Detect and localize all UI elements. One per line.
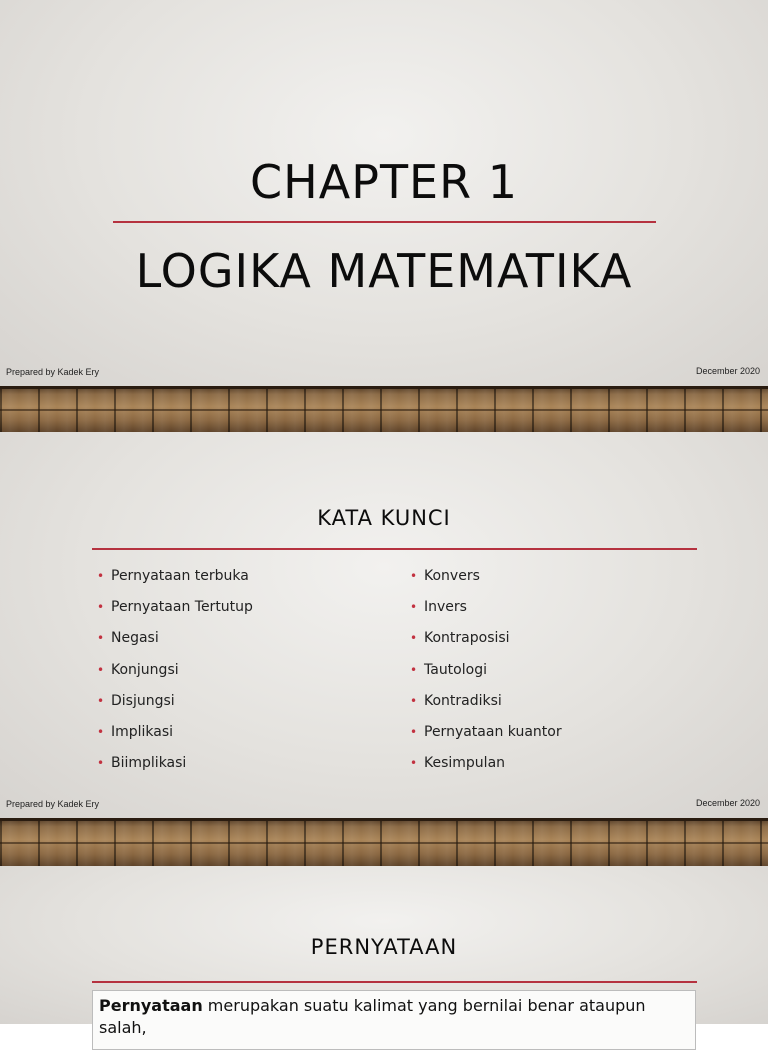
keyword-item	[410, 754, 700, 785]
keyword-label: Pernyataan Tertutup	[111, 599, 253, 616]
bullet-icon: •	[97, 631, 105, 646]
keyword-label: Pernyataan kuantor	[424, 723, 562, 740]
slide-1	[0, 0, 768, 386]
keyword-list-right	[410, 567, 700, 785]
keyword-label: Implikasi	[111, 723, 174, 740]
keyword-item	[410, 692, 700, 723]
bullet-icon: •	[97, 724, 105, 739]
slide-title: CHAPTER 1	[250, 155, 518, 209]
definition-term: Pernyataan	[99, 996, 203, 1015]
slide-2	[0, 432, 768, 818]
keyword-item	[410, 598, 700, 629]
footer-author: Prepared by Kadek Ery	[6, 367, 100, 377]
bullet-icon: •	[410, 631, 418, 646]
definition-textbox	[92, 990, 696, 1050]
keyword-label: Biimplikasi	[111, 755, 187, 772]
keyword-item	[97, 692, 387, 723]
keyword-label: Kesimpulan	[424, 755, 506, 772]
keyword-label: Kontraposisi	[424, 630, 510, 647]
keyword-item	[410, 661, 700, 692]
keyword-list-left	[97, 567, 387, 785]
wood-floor-decoration	[0, 818, 768, 866]
keyword-item	[410, 629, 700, 660]
footer-date: December 2020	[695, 366, 760, 376]
keyword-item	[410, 723, 700, 754]
keyword-label: Tautologi	[424, 661, 487, 678]
footer-date: December 2020	[695, 798, 760, 808]
bullet-icon: •	[97, 662, 105, 677]
bullet-icon: •	[410, 724, 418, 739]
bullet-icon: •	[410, 569, 418, 583]
keyword-item	[97, 567, 387, 598]
bullet-icon: •	[97, 693, 105, 708]
title-divider	[113, 221, 656, 223]
wood-floor-decoration	[0, 386, 768, 432]
definition-text: merupakan suatu kalimat yang bernilai benar ataupun salah,	[99, 996, 646, 1037]
slide-title: KATA KUNCI	[317, 506, 451, 530]
bullet-icon: •	[410, 662, 418, 677]
slide-title: PERNYATAAN	[310, 935, 458, 959]
keyword-item	[97, 723, 387, 754]
bullet-icon: •	[410, 600, 418, 615]
title-divider	[92, 548, 697, 550]
keyword-item	[410, 567, 700, 598]
slide-subtitle: LOGIKA MATEMATIKA	[135, 244, 633, 298]
keyword-label: Negasi	[111, 630, 159, 647]
keyword-label: Invers	[424, 599, 467, 616]
title-divider	[92, 981, 697, 983]
bullet-icon: •	[410, 756, 418, 771]
keyword-item	[97, 629, 387, 660]
bullet-icon: •	[97, 600, 105, 615]
keyword-label: Pernyataan terbuka	[111, 568, 249, 584]
keyword-item	[97, 754, 387, 785]
keyword-item	[97, 661, 387, 692]
keyword-item	[97, 598, 387, 629]
footer-author: Prepared by Kadek Ery	[6, 799, 100, 809]
keyword-label: Konvers	[424, 568, 480, 584]
keyword-label: Konjungsi	[111, 661, 179, 678]
bullet-icon: •	[410, 693, 418, 708]
keyword-label: Disjungsi	[111, 692, 175, 709]
bullet-icon: •	[97, 756, 105, 771]
bullet-icon: •	[97, 569, 105, 583]
keyword-label: Kontradiksi	[424, 692, 502, 709]
